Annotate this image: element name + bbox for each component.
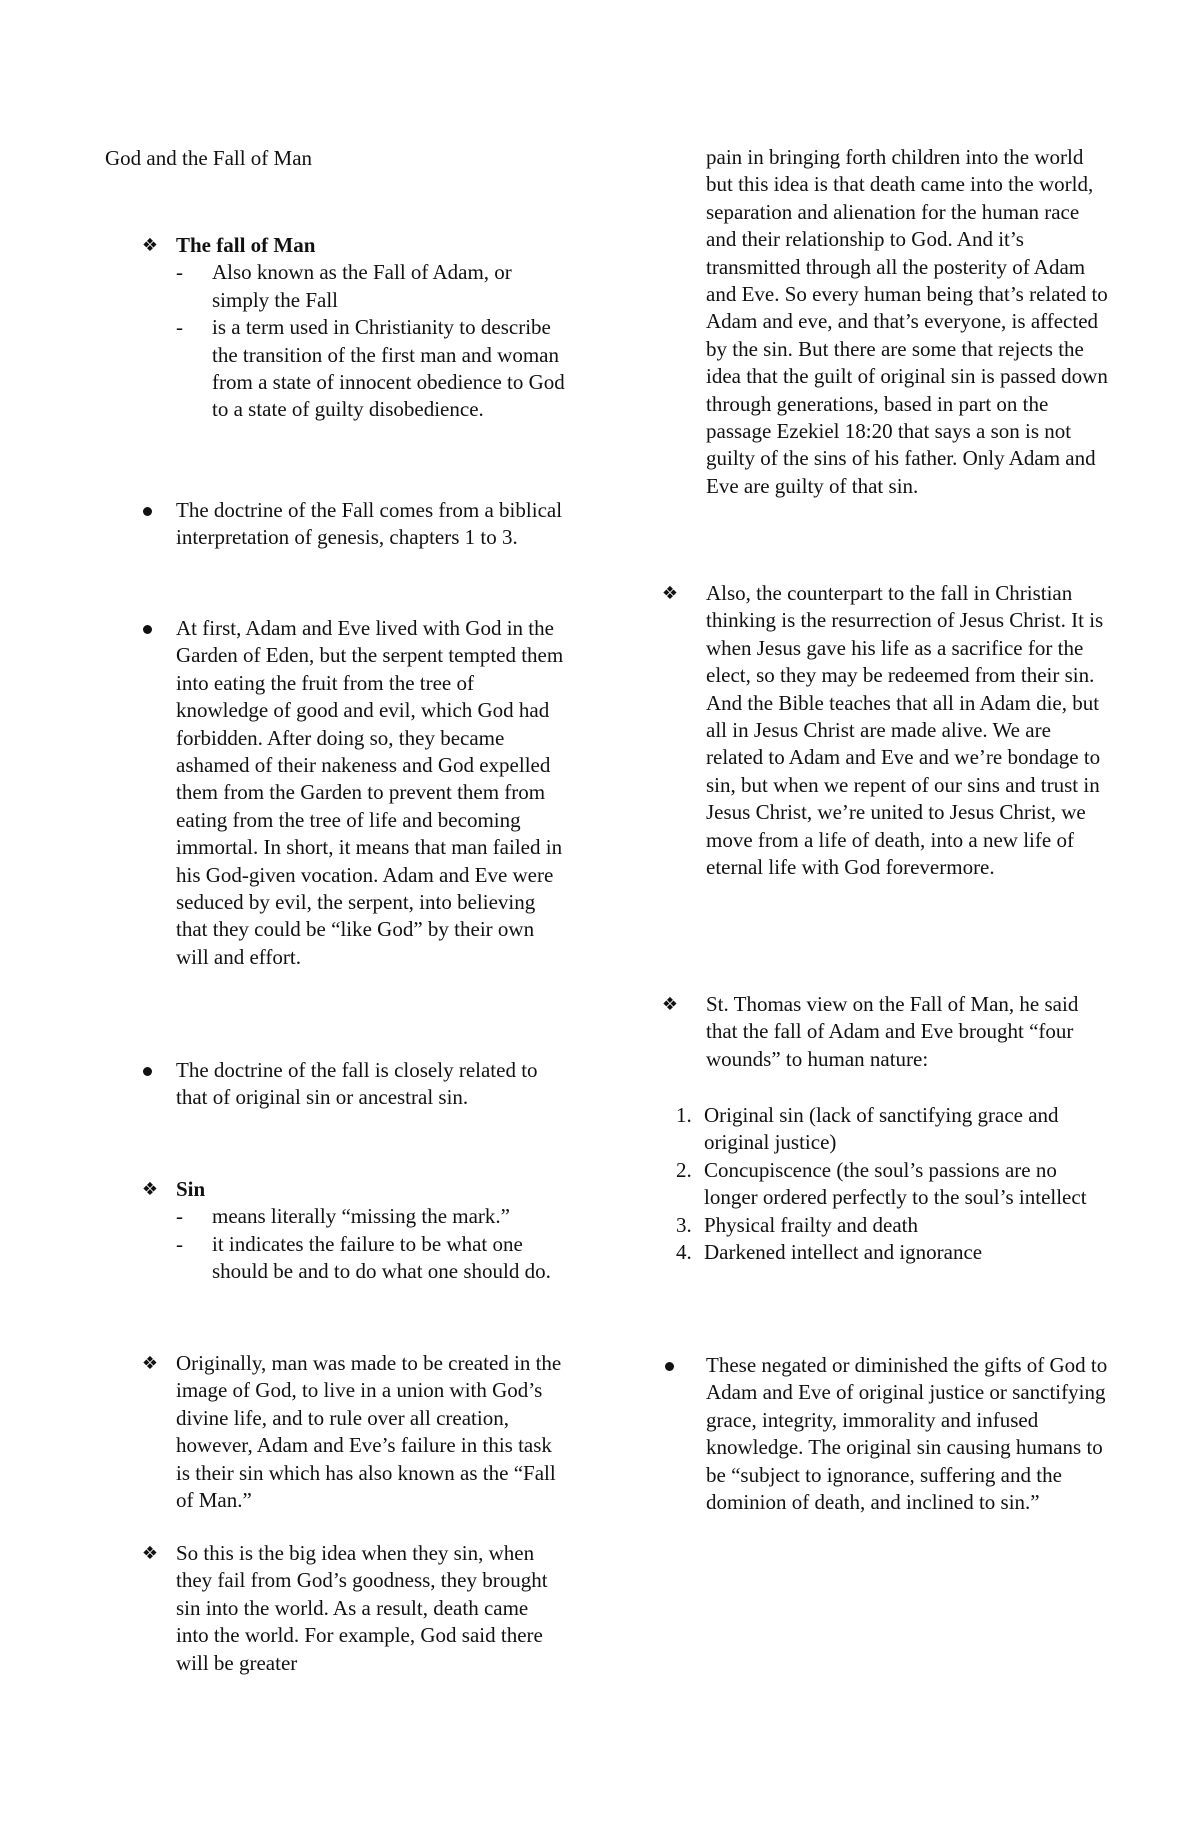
numbered-list-item — [630, 1239, 1110, 1266]
numbered-list-item — [630, 1157, 1110, 1212]
diamond-bullet-icon: ❖ — [141, 1179, 159, 1200]
bullet-dot-icon — [143, 1067, 152, 1076]
four-wounds-list — [630, 1102, 1110, 1266]
list-number: 1. — [676, 1103, 692, 1127]
paragraph-thomas — [630, 991, 1110, 1073]
list-number: 2. — [676, 1157, 692, 1182]
dash-item-text: means literally “missing the mark.” — [212, 1204, 510, 1229]
section-heading: Sin — [176, 1177, 206, 1201]
paragraph-big-idea — [105, 1540, 565, 1677]
dash-marker: - — [176, 1204, 183, 1229]
document-title: God and the Fall of Man — [105, 146, 313, 170]
paragraph-text: pain in bringing forth children into the world but this idea is that death came into the world, separation and alienation for the human race and their relationship to God. And it’s transmitted through all the posterity of Adam and Eve. So every human being that’s related to Adam and eve, and that’s everyone, is affected by the sin. But there are some that rejects the idea that the guilt of original sin is passed down through generations, based in part on the passage Ezekiel 18:20 that says a son is not guilty of the sins of his father. Only Adam and Eve are guilty of that sin. — [706, 145, 1108, 498]
paragraph-counterpart — [630, 580, 1110, 881]
list-item — [105, 1540, 565, 1677]
diamond-bullet-icon: ❖ — [661, 994, 679, 1015]
diamond-bullet-icon: ❖ — [141, 1543, 159, 1564]
bullet-dot-icon — [143, 507, 152, 516]
dash-list-item — [176, 259, 565, 314]
list-item — [105, 232, 565, 424]
paragraph-original-sin — [105, 1057, 565, 1112]
list-item — [630, 1352, 1110, 1516]
paragraph-originally — [105, 1350, 565, 1514]
paragraph-text: The doctrine of the Fall comes from a biblical interpretation of genesis, chapters 1 to 3. — [176, 498, 563, 550]
list-item — [630, 144, 1110, 500]
list-item — [105, 1350, 565, 1514]
section-sin — [105, 1176, 565, 1286]
dash-list — [176, 259, 565, 423]
dash-item-text: it indicates the failure to be what one should be and to do what one should do. — [212, 1231, 551, 1284]
list-number: 4. — [676, 1240, 692, 1265]
paragraph-text: These negated or diminished the gifts of God to Adam and Eve of original justice or sanctifying grace, integrity, immorality and infused knowledge. The original sin causing humans to be “subject to ignorance, suffering and the dominion of death, and inclined to sin.” — [706, 1353, 1108, 1515]
dash-marker: - — [176, 315, 183, 340]
numbered-list — [630, 1102, 1110, 1266]
dash-list-item — [176, 1231, 565, 1286]
list-item-text: Concupiscence (the soul’s passions are no longer ordered perfectly to the soul’s intellect — [704, 1157, 1087, 1210]
dash-list-item — [176, 314, 565, 424]
numbered-list-item — [630, 1102, 1110, 1157]
paragraph-garden — [105, 615, 565, 971]
paragraph-continued — [630, 144, 1110, 500]
dash-list — [176, 1203, 565, 1285]
list-item — [105, 615, 565, 971]
dash-item-text: Also known as the Fall of Adam, or simply the Fall — [212, 260, 512, 312]
list-item — [105, 1176, 565, 1286]
numbered-list-item — [630, 1212, 1110, 1239]
list-item-text: Physical frailty and death — [704, 1212, 919, 1237]
diamond-bullet-icon: ❖ — [661, 583, 679, 604]
list-item — [105, 497, 565, 552]
dash-item-text: is a term used in Christianity to describe the transition of the first man and woman from a state of innocent obedience to God to a state of guilty disobedience. — [212, 315, 565, 422]
diamond-bullet-icon: ❖ — [141, 235, 159, 256]
paragraph-negated — [630, 1352, 1110, 1516]
bullet-dot-icon — [143, 625, 152, 634]
paragraph-text: So this is the big idea when they sin, when they fail from God’s goodness, they brought sin into the world. As a result, death came into the world. For example, God said there will be greater — [176, 1541, 548, 1675]
dash-list-item — [176, 1203, 565, 1230]
list-item — [630, 991, 1110, 1073]
paragraph-text: The doctrine of the fall is closely related to that of original sin or ancestral sin. — [176, 1058, 538, 1110]
section-heading: The fall of Man — [176, 233, 316, 257]
list-item — [630, 580, 1110, 881]
paragraph-text: Also, the counterpart to the fall in Christian thinking is the resurrection of Jesus Christ. It is when Jesus gave his life as a sacrifice for the elect, so they may be redeemed from their sin. And the Bible teaches that all in Adam die, but all in Jesus Christ are made alive. We are related to Adam and Eve and we’re bondage to sin, but when we repent of our sins and trust in Jesus Christ, we’re united to Jesus Christ, we move from a life of death, into a new life of eternal life with God forevermore. — [706, 581, 1104, 880]
list-item-text: Original sin (lack of sanctifying grace and original justice) — [704, 1103, 1059, 1155]
list-number: 3. — [676, 1212, 692, 1237]
paragraph-doctrine — [105, 497, 565, 552]
section-fall-of-man — [105, 232, 565, 424]
paragraph-text: Originally, man was made to be created in the image of God, to live in a union with God’s divine life, and to rule over all creation, however, Adam and Eve’s failure in this task is their sin which has also known as the “Fall of Man.” — [176, 1351, 562, 1513]
bullet-dot-icon — [665, 1362, 674, 1371]
list-item-text: Darkened intellect and ignorance — [704, 1240, 983, 1265]
dash-marker: - — [176, 1231, 183, 1256]
dash-marker: - — [176, 260, 183, 285]
diamond-bullet-icon: ❖ — [141, 1353, 159, 1374]
list-item — [105, 1057, 565, 1112]
paragraph-text: At first, Adam and Eve lived with God in the Garden of Eden, but the serpent tempted them into eating the fruit from the tree of knowledge of good and evil, which God had forbidden. After doing so, they became ashamed of their nakeness and God expelled them from the Garden to prevent them from eating from the tree of life and becoming immortal. In short, it means that man failed in his God-given vocation. Adam and Eve were seduced by evil, the serpent, into believing that they could be “like God” by their own will and effort. — [176, 616, 564, 969]
paragraph-text: St. Thomas view on the Fall of Man, he said that the fall of Adam and Eve brought “four wounds” to human nature: — [706, 992, 1079, 1071]
